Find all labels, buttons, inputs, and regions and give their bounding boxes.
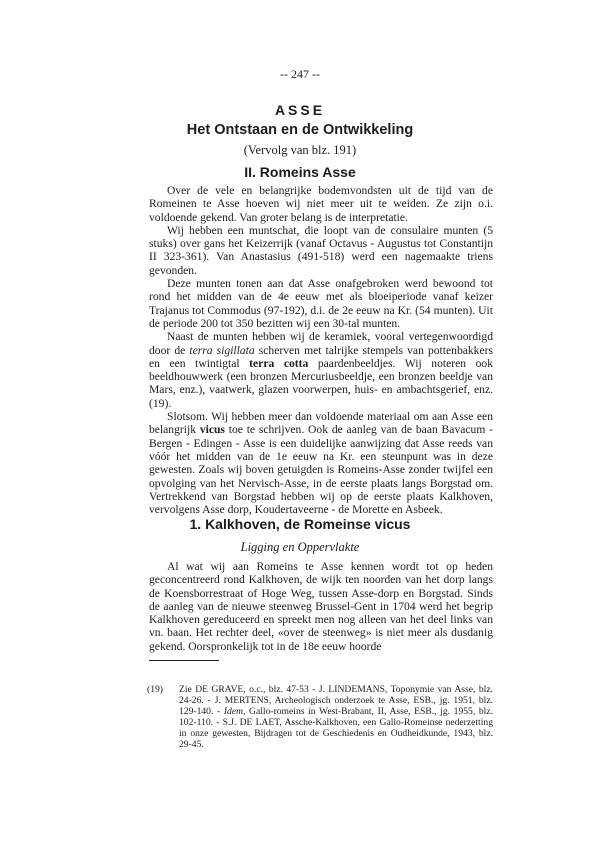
paragraph-text: Slotsom. Wij hebben meer dan voldoende materiaal om aan Asse een belangrijk <box>149 410 493 437</box>
footnote-divider <box>149 660 219 661</box>
paragraph-text: paardenbeeldjes. Wij noteren ook beeldhouwwerk (een bronzen Mercuriusbeeldje, een bronzen beeldje van Mars, enz.), vaatwerk, glazen voorwerpen, huis- en ambachtsgerief, enz. (19). <box>149 356 493 410</box>
footnote-text-part: , Gallo-romeins in West-Brabant, II, Asse, ESB., jg. 1955, blz. 102-110. - S.J. DE LAET, Assche-Kalkhoven, een Gallo-Romeinse nederzetting in onze gewesten, Bijdragen tot de Geschiedenis en Oudheidkunde, 1943, blz. 29-45. <box>179 706 493 750</box>
section-heading-romeins-asse: II. Romeins Asse <box>244 164 356 180</box>
paragraph: Wij hebben een muntschat, die loopt van de consulaire munten (5 stuks) over gans het Keizerrijk (vanaf Octavus - Augustus tot Constantijn II 323-361). Van Anastasius (491-518) werd een nagemaakte triens gevonden. <box>149 223 493 277</box>
footnote <box>149 684 493 750</box>
article-title: ASSE <box>274 102 326 118</box>
paragraph-text: scherven met talrijke stempels van pottenbakkers en een twintigtal <box>149 343 493 370</box>
bold-term: terra cotta <box>249 356 309 370</box>
footnote-number: (19) <box>147 684 163 695</box>
paragraph-text: Naast de munten hebben wij de keramiek, vooral vertegenwoordigd door de <box>149 330 493 357</box>
section-body-romeins-asse <box>149 184 493 516</box>
paragraph: Deze munten tonen aan dat Asse onafgebroken werd bewoond tot rond het midden van de 4e eeuw met als bloeiperiode vanaf keizer Trajanus tot Commodus (97-192), d.i. de 2e eeuw na Kr. (54 munten). Uit de periode 200 tot 350 bezitten wij een 30-tal munten. <box>149 277 493 330</box>
article-subtitle: Het Ontstaan en de Ontwikkeling <box>186 122 414 138</box>
paragraph <box>149 410 493 516</box>
page-number: -- 247 -- <box>280 67 320 81</box>
paragraph <box>149 330 493 410</box>
italic-term: terra sigillata <box>189 343 255 357</box>
paragraph: Al wat wij aan Romeins te Asse kennen wordt tot op heden geconcentreerd rond Kalkhoven, de wijk ten noorden van het dorp langs de Koensborrestraat of Hoge Weg, tussen Asse-dorp en Borgstad. Sinds de aanleg van de nieuwe steenweg Brussel-Gent in 1704 werd het begrip Kalkhoven gereduceerd en spreekt men nog alleen van het deel links van vn. baan. Het rechter deel, «over de steenweg» is niet meer als dusdanig gekend. Oorspronkelijk tot in de 18e eeuw hoorde <box>149 560 493 653</box>
continuation-note: (Vervolg van blz. 191) <box>243 143 357 157</box>
subsection-heading: Ligging en Oppervlakte <box>240 540 360 554</box>
paragraph-text: toe te schrijven. Ook de aanleg van de baan Bavacum - Bergen - Edingen - Asse is een duidelijke aanwijzing dat Asse reeds van vóór het midden van de 1e eeuw na Kr. een steunpunt was in deze gewesten. Zoals wij boven getuigden is Romeins-Asse zonder twijfel een opvolging van het Nervisch-Asse, in de eerste plaats langs Borgstad om. Vertrekkend van Borgstad hebben wij op de eerste plaats Kalkhoven, vervolgens Asse dorp, Koudertaveerne - de Morette en Asbeek. <box>149 423 494 517</box>
bold-term: vicus <box>199 423 225 437</box>
footnote-text-part: Zie DE GRAVE, o.c., blz. 47-53 - J. LINDEMANS, Toponymie van Asse, blz. 24-26. - J. MERTENS, Archeologisch onderzoek te Asse, ESB., jg. 1951, blz. 129-140. - <box>179 684 493 717</box>
footnote-italic: Idem <box>223 706 244 717</box>
section-heading-kalkhoven: 1. Kalkhoven, de Romeinse vicus <box>189 516 411 532</box>
section-body-kalkhoven <box>149 560 493 653</box>
footnote-text <box>149 684 493 750</box>
paragraph: Over de vele en belangrijke bodemvondsten uit de tijd van de Romeinen te Asse hoeven wij niet meer uit te weiden. Ze zijn o.i. voldoende gekend. Van groter belang is de interpretatie. <box>149 184 493 224</box>
